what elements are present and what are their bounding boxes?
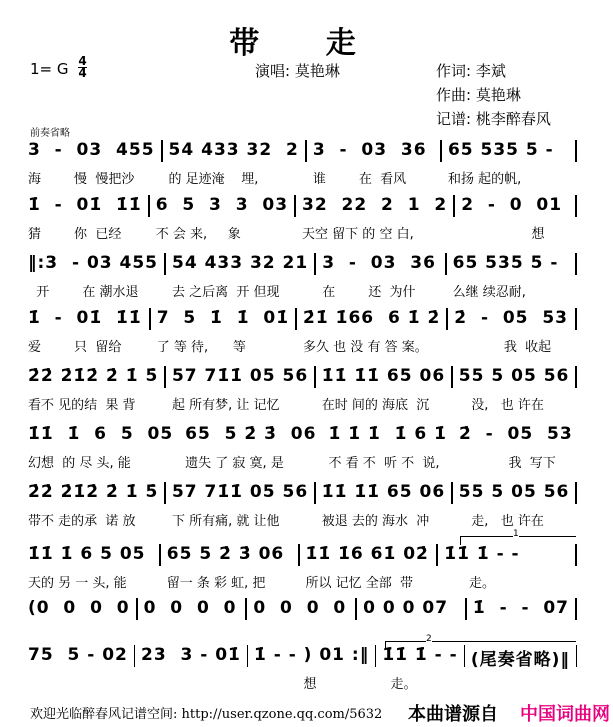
key-signature: 1= G bbox=[30, 60, 69, 78]
measure bbox=[167, 544, 292, 590]
measure-notes: 2̇1̇ 1̇66 6 1̇ 2̇ bbox=[303, 308, 441, 328]
bar-line bbox=[575, 253, 577, 275]
measure-lyrics: 开 在 潮水退 bbox=[28, 285, 139, 300]
score-line bbox=[28, 482, 583, 528]
measure-lyrics: 起 所有梦, 让 记忆 bbox=[171, 398, 280, 413]
score-line bbox=[28, 544, 583, 590]
bar-line bbox=[575, 140, 577, 162]
measure bbox=[28, 253, 158, 299]
bar-line bbox=[575, 195, 577, 217]
measure-notes: 2̇ - 05 53 bbox=[454, 308, 568, 328]
bar-line bbox=[314, 253, 316, 275]
bar-line bbox=[245, 598, 247, 620]
measure-lyrics: 带不 走的承 诺 放 bbox=[28, 514, 136, 529]
bar-line bbox=[149, 308, 151, 330]
measure-lyrics bbox=[141, 673, 241, 691]
measure bbox=[172, 253, 308, 299]
measure bbox=[302, 195, 447, 241]
measure-notes: 65 5 2̇ 3̇ 06 bbox=[166, 544, 285, 564]
intro-note: 前奏省略 bbox=[30, 128, 70, 139]
singer: 演唱: 莫艳琳 bbox=[255, 62, 340, 80]
source-label: 本曲谱源自 bbox=[408, 704, 498, 725]
measure-notes: 1̇ 1̇ 1̇ 1̇ 6 1̇ bbox=[328, 424, 447, 444]
bar-line bbox=[465, 598, 467, 620]
measure-lyrics bbox=[471, 673, 570, 691]
score-line bbox=[28, 598, 583, 644]
measure-lyrics: 天空 留下 的 空 白, bbox=[302, 227, 414, 242]
measure-lyrics: 走, 也 许在 bbox=[458, 514, 544, 529]
measure-lyrics: 在 还 为什 bbox=[322, 285, 416, 300]
measure-lyrics bbox=[144, 626, 240, 644]
bar-line bbox=[294, 195, 296, 217]
measure-notes: 0 0 0 07 bbox=[363, 598, 449, 618]
lyricist: 作词: 李斌 bbox=[436, 62, 506, 80]
bar-line bbox=[148, 195, 150, 217]
measure-notes: 65 5 2̇ 3̇ 06 bbox=[185, 424, 317, 444]
measure bbox=[328, 424, 446, 470]
measure-notes: 55 5 05 56 bbox=[458, 482, 570, 502]
time-denominator: 4 bbox=[78, 66, 87, 80]
measure-lyrics: 多久 也 没 有 答 案。 bbox=[303, 340, 428, 355]
bar-line bbox=[576, 645, 577, 667]
measure-notes: 1̇ - - 07 bbox=[472, 598, 570, 618]
measure-notes: 75 5 - 02 bbox=[28, 645, 128, 665]
bar-line bbox=[445, 253, 447, 275]
measure-lyrics: 的 足迹淹 埋, bbox=[168, 172, 259, 187]
measure bbox=[444, 544, 569, 590]
measure-lyrics: 走。 bbox=[382, 677, 417, 692]
measure-notes: 1̇ - 01̇ 1̇1̇ bbox=[28, 195, 142, 215]
volta-2 bbox=[385, 634, 576, 650]
measure-notes: 6 5 3 3 03 bbox=[155, 195, 289, 215]
measure bbox=[363, 598, 459, 644]
bar-line bbox=[451, 482, 453, 504]
bar-line bbox=[440, 140, 442, 162]
measure bbox=[459, 424, 573, 470]
bar-line bbox=[314, 366, 316, 388]
measure bbox=[28, 482, 158, 528]
measure-notes: 1̇1̇ 1̇1̇ 65 06 bbox=[321, 482, 446, 502]
bar-line bbox=[161, 140, 163, 162]
measure-lyrics: 被退 去的 海水 冲 bbox=[321, 514, 430, 529]
measure bbox=[28, 195, 142, 241]
measure bbox=[454, 308, 569, 354]
measure bbox=[473, 598, 569, 644]
bar-line bbox=[164, 482, 166, 504]
bar-line bbox=[575, 544, 577, 566]
measure-notes: 32 22 2 1 2 bbox=[302, 195, 448, 215]
measure-notes: 1̇1̇ 1̇6 61̇ 02̇ bbox=[305, 544, 429, 564]
measure bbox=[382, 645, 457, 691]
score-line bbox=[28, 195, 583, 241]
measure-lyrics: 想 bbox=[461, 227, 545, 242]
bar-line bbox=[436, 544, 438, 566]
bar-line bbox=[575, 482, 577, 504]
measure bbox=[459, 482, 570, 528]
measure-lyrics: 了 等 待, 等 bbox=[156, 340, 246, 355]
measure bbox=[169, 140, 299, 186]
measure-notes: 0 0 0 0 bbox=[253, 598, 347, 618]
measure-notes: 23 3 - 01̇ bbox=[140, 645, 241, 665]
measure bbox=[185, 424, 316, 470]
measure bbox=[156, 195, 288, 241]
time-numerator: 4 bbox=[78, 54, 87, 68]
measure-lyrics: 猜 你 已经 bbox=[28, 227, 122, 242]
measure-lyrics: 爱 只 留给 bbox=[28, 340, 122, 355]
measure bbox=[28, 308, 143, 354]
measure-lyrics: 我 收起 bbox=[454, 340, 552, 355]
measure bbox=[172, 366, 308, 412]
measure-notes: 1̇1̇ 1̇1̇ 65 06 bbox=[321, 366, 446, 386]
bar-line bbox=[295, 308, 297, 330]
measure-notes: 1̇1̇ 1̇ 6 5 05 bbox=[28, 544, 146, 564]
bar-line bbox=[453, 195, 455, 217]
measure-lyrics: 不 看 不 听 不 说, bbox=[328, 456, 440, 471]
measure-lyrics: 遗失 了 寂 寞, 是 bbox=[185, 456, 284, 471]
bar-line bbox=[305, 140, 307, 162]
measure-notes: 2̇2̇ 2̇1̇2̇ 2̇ 1̇ 5̇ bbox=[28, 366, 159, 386]
measure-lyrics bbox=[253, 626, 349, 644]
volta-2-label: 2 bbox=[426, 634, 432, 644]
volta-1 bbox=[460, 529, 576, 545]
time-signature bbox=[78, 56, 87, 79]
volta-1-label: 1 bbox=[513, 529, 519, 539]
measure bbox=[322, 253, 438, 299]
measure bbox=[322, 482, 445, 528]
measure-notes: 57 71̇1̇ 05 56 bbox=[171, 366, 309, 386]
bar-line bbox=[575, 598, 577, 620]
bar-line bbox=[164, 253, 166, 275]
measure-lyrics: 看不 见的结 果 背 bbox=[28, 398, 136, 413]
measure-notes: 1̇1̇ 1̇ - - bbox=[382, 645, 458, 665]
measure-notes: 7 5 1̇ 1̇ 01̇ bbox=[156, 308, 290, 328]
measure-notes: 3 - 03 36 bbox=[322, 253, 436, 273]
score-line bbox=[28, 140, 583, 186]
measure bbox=[28, 544, 153, 590]
measure-notes: 2̇2̇ 2̇1̇2̇ 2̇ 1̇ 5̇ bbox=[28, 482, 159, 502]
measure bbox=[28, 424, 173, 470]
measure-lyrics: 走。 bbox=[444, 576, 496, 591]
measure-lyrics: 我 写下 bbox=[458, 456, 556, 471]
measure bbox=[306, 544, 431, 590]
bar-line bbox=[451, 366, 453, 388]
song-title: 带 走 bbox=[229, 26, 384, 61]
measure bbox=[28, 645, 128, 691]
bar-line bbox=[247, 645, 248, 667]
measure-notes: 3 - 03 455 bbox=[28, 140, 155, 160]
measure bbox=[459, 366, 570, 412]
measure-lyrics bbox=[28, 626, 130, 644]
bar-line bbox=[134, 645, 135, 667]
measure-lyrics: 想 bbox=[253, 677, 317, 692]
score-line bbox=[28, 424, 583, 470]
measure-notes: (0 0 0 0 bbox=[28, 598, 130, 618]
measure-notes: 1̇1̇ 1̇ 6 5 05 bbox=[28, 424, 174, 444]
bar-line bbox=[575, 308, 577, 330]
measure-lyrics: 在时 间的 海底 沉 bbox=[321, 398, 430, 413]
bar-line bbox=[446, 308, 448, 330]
bar-line bbox=[314, 482, 316, 504]
measure-notes: 57 71̇1̇ 05 56 bbox=[171, 482, 309, 502]
score-line bbox=[28, 308, 583, 354]
measure bbox=[253, 598, 349, 644]
measure bbox=[172, 482, 308, 528]
measure-lyrics: 谁 在 看风 bbox=[312, 172, 407, 187]
measure-notes: 54 433 32 21 bbox=[172, 253, 309, 273]
measure-notes: 1̇ - - ) 01 :‖ bbox=[253, 645, 370, 665]
measure-notes: 1̇ - 01̇ 1̇1̇ bbox=[28, 308, 142, 328]
measure-lyrics: 海 慢 慢把沙 bbox=[28, 172, 135, 187]
measure bbox=[144, 598, 240, 644]
measure-notes: 65 535 5 - bbox=[452, 253, 559, 273]
bar-line bbox=[159, 544, 161, 566]
bar-line bbox=[298, 544, 300, 566]
measure-notes: 55 5 05 56 bbox=[458, 366, 570, 386]
measure bbox=[461, 195, 569, 241]
measure bbox=[141, 645, 241, 691]
measure bbox=[254, 645, 369, 691]
measure-lyrics: 幻想 的 尽 头, 能 bbox=[28, 456, 131, 471]
measure-notes: ‖:3 - 03 455 bbox=[28, 253, 158, 273]
measure-lyrics: 留一 条 彩 虹, 把 bbox=[166, 576, 266, 591]
measure bbox=[313, 140, 434, 186]
measure bbox=[28, 366, 158, 412]
measure-lyrics: 所以 记忆 全部 带 bbox=[305, 576, 414, 591]
score-line bbox=[28, 253, 583, 299]
measure-notes: 1̇1̇ 1̇ - - bbox=[444, 544, 520, 564]
measure-lyrics bbox=[28, 673, 128, 691]
measure-notes: 0 0 0 0 bbox=[143, 598, 237, 618]
score-line bbox=[28, 645, 583, 691]
measure bbox=[28, 598, 130, 644]
measure-lyrics: 去 之后离 开 但现 bbox=[172, 285, 280, 300]
measure-notes: (尾奏省略)‖ bbox=[470, 650, 570, 670]
measure-lyrics: 天的 另 一 头, 能 bbox=[28, 576, 127, 591]
measure bbox=[448, 140, 569, 186]
brand-logo: 中国词曲网 bbox=[520, 704, 610, 725]
measure-notes: 3 - 03 36 bbox=[312, 140, 427, 160]
measure-notes: 65 535 5 - bbox=[447, 140, 554, 160]
measure bbox=[471, 645, 570, 691]
transcriber: 记谱: 桃李醉春风 bbox=[436, 110, 551, 128]
footer-text: 欢迎光临醉春风记谱空间: http://user.qzone.qq.com/5632 bbox=[30, 707, 383, 722]
bar-line bbox=[375, 645, 376, 667]
measure-notes: 2 - 0 01 bbox=[461, 195, 563, 215]
composer: 作曲: 莫艳琳 bbox=[436, 86, 521, 104]
measure-lyrics: 和扬 起的帆, bbox=[447, 172, 522, 187]
bar-line bbox=[164, 366, 166, 388]
bar-line bbox=[355, 598, 357, 620]
measure-lyrics: 不 会 来, 象 bbox=[155, 227, 241, 242]
measure bbox=[303, 308, 440, 354]
measure-lyrics: 下 所有痛, 就 让他 bbox=[171, 514, 280, 529]
measure bbox=[322, 366, 445, 412]
measure bbox=[28, 140, 155, 186]
bar-line bbox=[136, 598, 138, 620]
measure-lyrics: 没, 也 许在 bbox=[458, 398, 544, 413]
score-line bbox=[28, 366, 583, 412]
bar-line bbox=[575, 366, 577, 388]
measure bbox=[453, 253, 569, 299]
measure-notes: 54 433 32 2 bbox=[168, 140, 299, 160]
measure-notes: 2̇ - 05 53 bbox=[458, 424, 573, 444]
measure-lyrics: 么继 续忍耐, bbox=[452, 285, 526, 300]
measure bbox=[157, 308, 289, 354]
